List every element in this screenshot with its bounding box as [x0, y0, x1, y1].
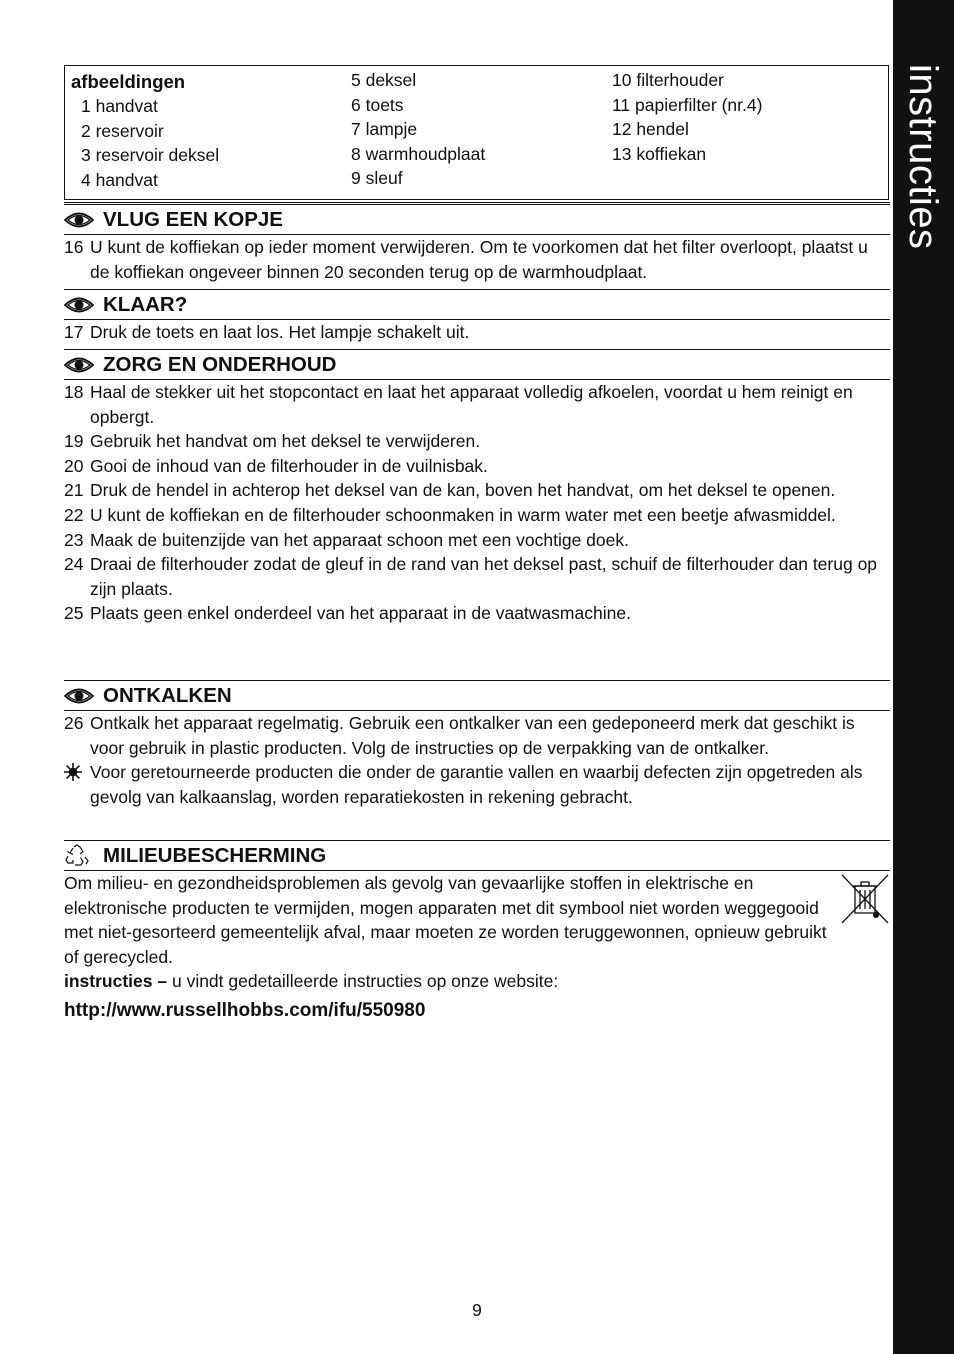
item-text: Haal de stekker uit het stopcontact en laat het apparaat volledig afkoelen, voordat u hem reinigt en opbergt. [90, 382, 853, 427]
section-heading [64, 840, 890, 871]
list-item [64, 429, 890, 454]
page-number: 9 [472, 1300, 482, 1320]
tip-text: Voor geretourneerde producten die onder de garantie vallen en waarbij defecten zijn opgetreden als gevolg van kalkaanslag, worden reparatiekosten in rekening gebracht. [90, 762, 863, 807]
list-item [64, 552, 890, 601]
instructions-text: u vindt gedetailleerde instructies op onze website: [167, 971, 559, 992]
website-link[interactable]: http://www.russellhobbs.com/ifu/550980 [64, 999, 426, 1021]
eye-icon [64, 685, 96, 707]
eye-icon [64, 294, 96, 316]
instructions-label: instructies – [64, 971, 168, 992]
part-item: 2 reservoir [81, 120, 164, 141]
divider [64, 202, 890, 203]
section-heading [64, 289, 890, 320]
item-number: 22 [64, 504, 84, 525]
section-descaling [64, 680, 890, 809]
part-item: 7 lampje [351, 119, 418, 140]
section-heading [64, 204, 890, 235]
item-number: 19 [64, 431, 84, 452]
item-text: U kunt de koffiekan en de filterhouder schoonmaken in warm water met een beetje afwasmiddel. [90, 504, 836, 525]
list-item [64, 711, 890, 760]
list-item [64, 601, 890, 626]
item-number: 26 [64, 713, 84, 733]
item-number: 20 [64, 455, 84, 476]
item-text: Ontkalk het apparaat regelmatig. Gebruik een ontkalker van een gedeponeerd merk dat geschikt is voor gebruik in plastic producten. Volg de instructies op de verpakking van de ontkalker. [90, 713, 855, 758]
recycle-icon [64, 845, 96, 867]
item-number: 16 [64, 237, 84, 257]
list-item [64, 320, 890, 345]
item-number: 17 [64, 322, 84, 342]
item-text: U kunt de koffiekan op ieder moment verwijderen. Om te voorkomen dat het filter overloopt, plaatst u de koffiekan ongeveer binnen 20 seconden terug op de warmhoudplaat. [90, 237, 868, 282]
item-number: 18 [64, 382, 84, 402]
parts-column-1 [71, 68, 219, 192]
section-environment [64, 840, 890, 1024]
section-quick-cup [64, 204, 890, 284]
section-title: MILIEUBESCHERMING [103, 844, 327, 867]
tip-item [64, 760, 890, 809]
part-item: 8 warmhoudplaat [351, 143, 486, 164]
part-item: 3 reservoir deksel [81, 145, 220, 166]
item-text: Draai de filterhouder zodat de gleuf in de rand van het deksel past, schuif de filterhouder dan terug op zijn plaats. [90, 554, 878, 599]
part-item: 9 sleuf [351, 168, 403, 189]
item-number: 21 [64, 480, 84, 501]
parts-column-3 [612, 68, 762, 166]
list-item [64, 528, 890, 553]
part-item: 13 koffiekan [612, 143, 707, 164]
side-tab-label: instructies [901, 64, 945, 250]
section-heading [64, 680, 890, 711]
part-item: 10 filterhouder [612, 70, 724, 90]
instructions-line [64, 969, 890, 994]
part-item: 1 handvat [81, 96, 158, 116]
section-title: VLUG EEN KOPJE [103, 208, 283, 231]
list-item [64, 454, 890, 479]
list-item [64, 380, 890, 429]
item-text: Plaats geen enkel onderdeel van het apparaat in de vaatwasmachine. [90, 603, 631, 624]
item-text: Druk de hendel in achterop het deksel van de kan, boven het handvat, om het deksel te openen. [90, 480, 836, 501]
parts-column-2 [351, 68, 485, 191]
part-item: 12 hendel [612, 119, 689, 140]
item-number: 25 [64, 603, 84, 624]
crossed-bin-icon [836, 871, 890, 969]
sun-icon [64, 760, 90, 809]
item-number: 24 [64, 554, 84, 575]
environment-body [64, 871, 890, 969]
item-text: Gebruik het handvat om het deksel te verwijderen. [90, 431, 481, 452]
environment-text: Om milieu- en gezondheidsproblemen als gevolg van gevaarlijke stoffen in elektrische en elektronische producten te vermijden, mogen apparaten met dit symbool niet worden weggegooid met niet-gesorteerd gemeentelijk afval, maar moeten ze worden teruggewonnen, opnieuw gebruikt of gerecycled. [64, 873, 827, 967]
section-ready [64, 289, 890, 345]
parts-list-box [64, 65, 889, 200]
section-care [64, 349, 890, 626]
section-heading [64, 349, 890, 380]
eye-icon [64, 354, 96, 376]
item-text: Maak de buitenzijde van het apparaat schoon met een vochtige doek. [90, 529, 629, 550]
section-title: ONTKALKEN [103, 684, 232, 707]
parts-heading: afbeeldingen [71, 71, 186, 92]
item-number: 23 [64, 529, 84, 550]
list-item [64, 478, 890, 503]
section-title: ZORG EN ONDERHOUD [103, 353, 337, 376]
part-item: 11 papierfilter (nr.4) [612, 94, 763, 115]
eye-icon [64, 209, 96, 231]
list-item [64, 235, 890, 284]
section-title: KLAAR? [103, 293, 188, 316]
list-item [64, 503, 890, 528]
part-item: 6 toets [351, 94, 404, 115]
part-item: 5 deksel [351, 70, 417, 90]
part-item: 4 handvat [81, 169, 158, 190]
item-text: Druk de toets en laat los. Het lampje schakelt uit. [90, 322, 470, 342]
item-text: Gooi de inhoud van de filterhouder in de vuilnisbak. [90, 455, 488, 476]
